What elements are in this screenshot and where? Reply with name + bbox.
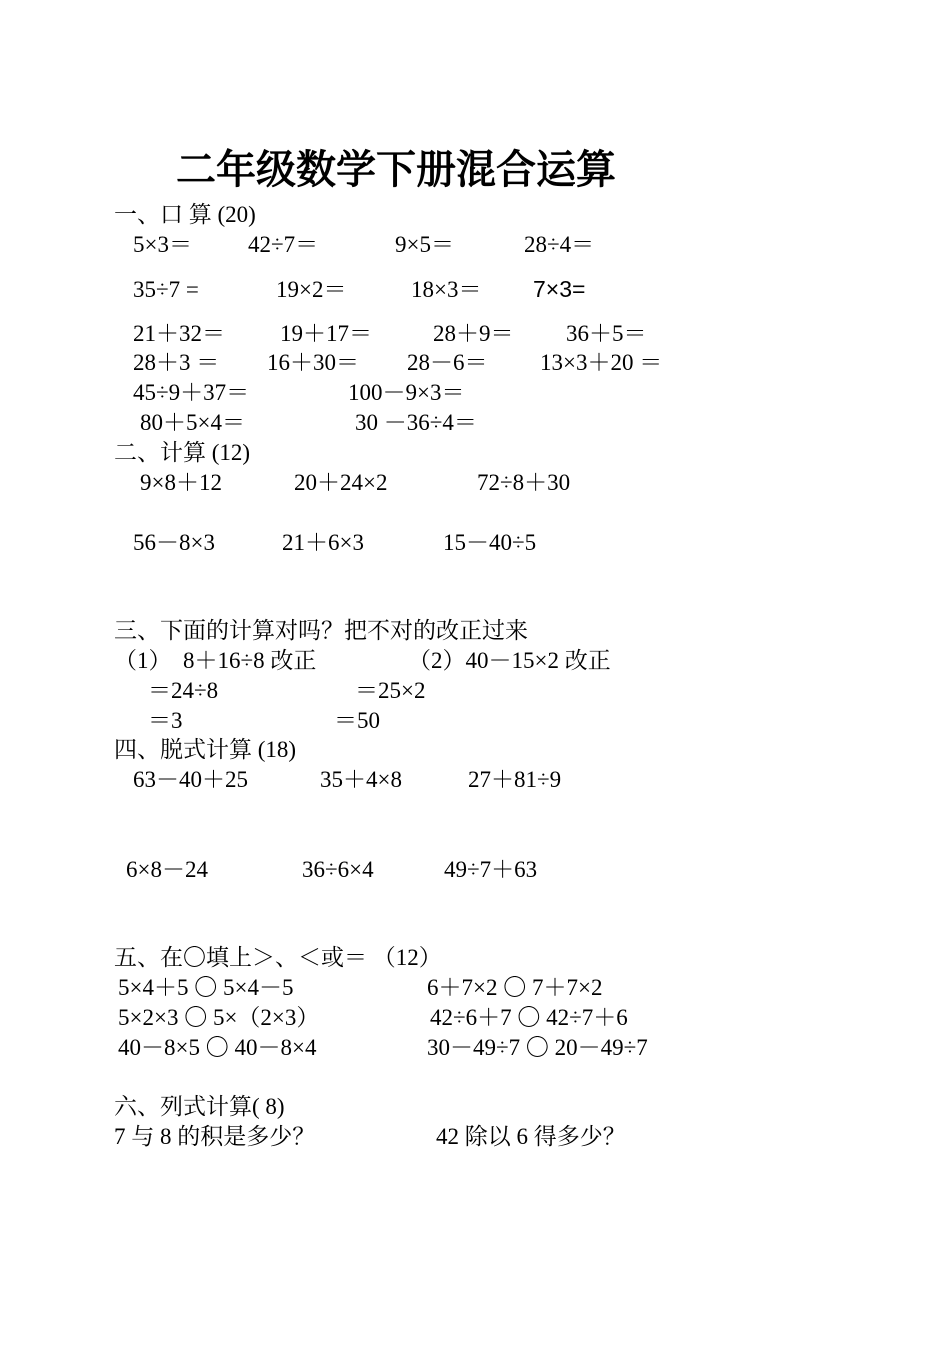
comparison-item: 42÷6＋7 〇 42÷7＋6 [430, 1005, 628, 1030]
section-1-heading: 一、口 算 (20) [114, 202, 256, 227]
section-6-heading: 六、列式计算( 8) [114, 1094, 285, 1119]
comparison-item: 5×2×3 〇 5×（2×3） [118, 1005, 320, 1030]
problem: 36＋5＝ [566, 321, 647, 346]
problem: 42÷7＝ [248, 232, 319, 257]
problem: 28＋3 ＝ [133, 350, 220, 375]
page-title: 二年级数学下册混合运算 [176, 147, 616, 193]
problem: 9×5＝ [395, 232, 454, 257]
problem: 30 －36÷4＝ [355, 410, 477, 435]
problem: 5×3＝ [133, 232, 192, 257]
working-step: ＝3 [148, 708, 183, 733]
problem: 49÷7＋63 [444, 857, 538, 882]
problem: 100－9×3＝ [348, 380, 465, 405]
problem: 28＋9＝ [433, 321, 514, 346]
problem: 18×3＝ [411, 277, 482, 302]
section-2-heading: 二、计算 (12) [114, 440, 251, 465]
comparison-item: 40－8×5 〇 40－8×4 [118, 1035, 317, 1060]
problem: 9×8＋12 [140, 470, 222, 495]
problem: 15－40÷5 [443, 530, 537, 555]
problem: 28－6＝ [407, 350, 488, 375]
problem: 35＋4×8 [320, 767, 402, 792]
problem: 21＋6×3 [282, 530, 364, 555]
comparison-item: 5×4＋5 〇 5×4－5 [118, 975, 294, 1000]
section-5-heading: 五、在〇填上＞、＜或＝ （12） [114, 945, 442, 970]
comparison-item: 30－49÷7 〇 20－49÷7 [427, 1035, 648, 1060]
problem: 19＋17＝ [280, 321, 372, 346]
problem: 63－40＋25 [133, 767, 248, 792]
problem: 27＋81÷9 [468, 767, 562, 792]
problem: 45÷9＋37＝ [133, 380, 250, 405]
problem: 72÷8＋30 [477, 470, 571, 495]
section-4-heading: 四、脱式计算 (18) [114, 737, 297, 762]
working-step: ＝24÷8 [148, 678, 219, 703]
problem: 56－8×3 [133, 530, 215, 555]
problem: 36÷6×4 [302, 857, 374, 882]
problem: （1） 8＋16÷8 改正 [114, 648, 317, 673]
problem: 13×3＋20 ＝ [540, 350, 663, 375]
problem: 19×2＝ [276, 277, 347, 302]
comparison-item: 6＋7×2 〇 7＋7×2 [427, 975, 603, 1000]
word-problem: 42 除以 6 得多少？ [436, 1124, 626, 1149]
section-3-heading: 三、下面的计算对吗？把不对的改正过来 [114, 618, 528, 643]
problem: 7×3= [533, 276, 586, 302]
word-problem: 7 与 8 的积是多少？ [114, 1124, 316, 1149]
problem: （2）40－15×2 改正 [408, 648, 611, 673]
problem: 80＋5×4＝ [140, 410, 245, 435]
problem: 21＋32＝ [133, 321, 225, 346]
problem: 20＋24×2 [294, 470, 388, 495]
problem: 28÷4＝ [524, 232, 595, 257]
working-step: ＝25×2 [355, 678, 426, 703]
problem: 35÷7 = [133, 277, 199, 302]
working-step: ＝50 [334, 708, 380, 733]
problem: 6×8－24 [126, 857, 208, 882]
problem: 16＋30＝ [267, 350, 359, 375]
